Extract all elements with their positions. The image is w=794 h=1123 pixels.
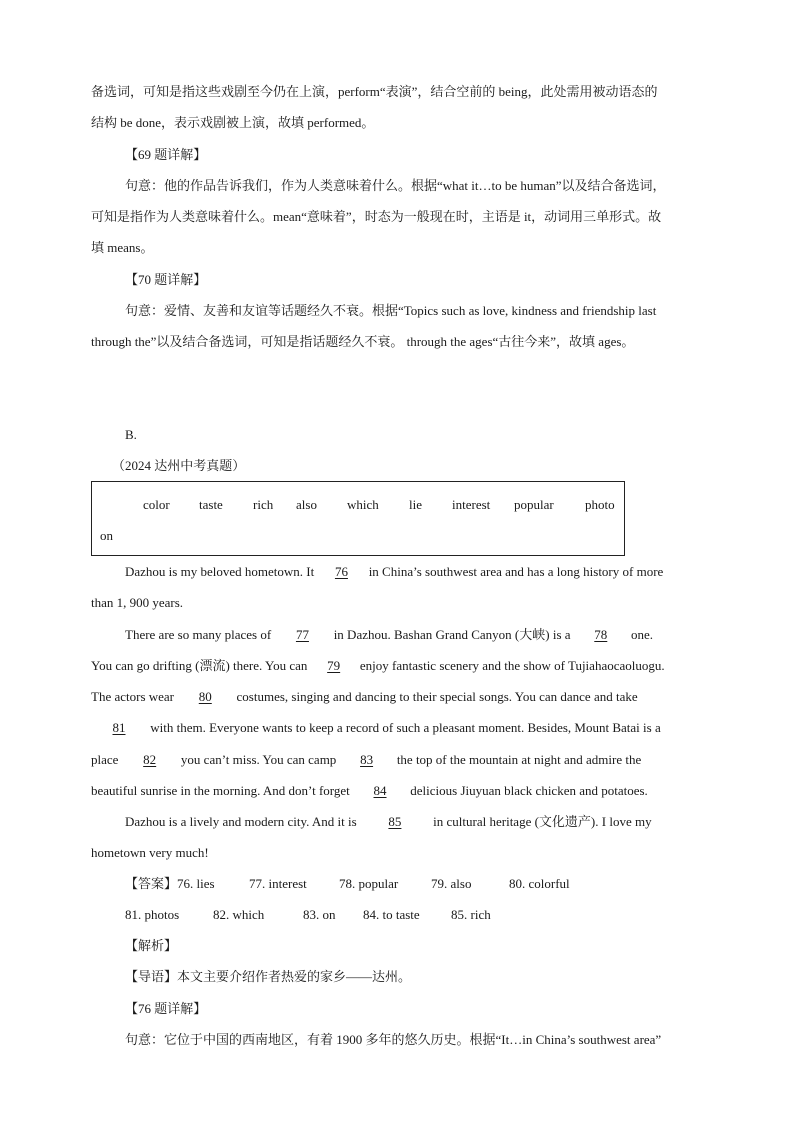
word-bank-item: rich xyxy=(253,497,274,512)
passage-line: Dazhou is my beloved hometown. It 76 in China’s southwest area and has a long history of more xyxy=(125,564,664,579)
blank-78: 78 xyxy=(594,627,608,642)
answer-item: 76. lies xyxy=(177,876,215,891)
word-bank-box xyxy=(91,481,625,556)
question-heading-70: 【70 题详解】 xyxy=(125,272,207,287)
word-bank-item: which xyxy=(347,497,379,512)
word-bank-item: color xyxy=(143,497,170,512)
analysis-label: 【解析】 xyxy=(125,938,178,953)
passage-line: hometown very much! xyxy=(91,845,209,860)
answer-row xyxy=(125,875,737,893)
word-bank-item: photo xyxy=(585,497,615,512)
word-bank-item: also xyxy=(296,497,317,512)
passage-line: than 1, 900 years. xyxy=(91,595,184,610)
word-bank-item: on xyxy=(100,528,113,543)
paragraph-line: 填 means。 xyxy=(91,240,154,255)
guide-text: 【导语】本文主要介绍作者热爱的家乡——达州。 xyxy=(125,969,412,984)
paragraph-line: through the”以及结合备选词，可知是指话题经久不衰。 through the ages“古往今来”，故填 ages。 xyxy=(91,334,635,349)
blank-82: 82 xyxy=(143,752,157,767)
blank-80: 80 xyxy=(198,689,212,704)
paragraph-line: 结构 be done，表示戏剧被上演，故填 performed。 xyxy=(91,115,375,130)
blank-83: 83 xyxy=(360,752,374,767)
answer-item: 85. rich xyxy=(451,907,491,922)
answer-item: 82. which xyxy=(213,907,265,922)
word-bank-item: taste xyxy=(199,497,223,512)
word-bank-item: lie xyxy=(409,497,422,512)
paragraph-line: 备选词，可知是指这些戏剧至今仍在上演，perform“表演”，结合空前的 being，此处需用被动语态的 xyxy=(91,84,658,99)
answer-item: 81. photos xyxy=(125,907,180,922)
word-bank-item: interest xyxy=(452,497,491,512)
blank-85: 85 xyxy=(388,814,402,829)
question-heading-76: 【76 题详解】 xyxy=(125,1001,207,1016)
source-note: （2024 达州中考真题） xyxy=(112,458,246,473)
blank-76: 76 xyxy=(334,564,348,579)
passage-line: The actors wear 80 costumes, singing and dancing to their special songs. You can dance and take xyxy=(91,689,638,704)
answer-item: 77. interest xyxy=(249,876,307,891)
paragraph-line: 句意：他的作品告诉我们，作为人类意味着什么。根据“what it…to be human”以及结合备选词， xyxy=(125,178,666,193)
blank-79: 79 xyxy=(327,658,341,673)
passage-line: place 82 you can’t miss. You can camp 83 the top of the mountain at night and admire the xyxy=(91,752,642,767)
paragraph-line: 句意：它位于中国的西南地区，有着 1900 多年的悠久历史。根据“It…in China’s southwest area” xyxy=(125,1032,662,1047)
section-label: B. xyxy=(125,427,137,442)
question-heading-69: 【69 题详解】 xyxy=(125,147,207,162)
passage-line: 81 with them. Everyone wants to keep a record of such a pleasant moment. Besides, Mount Batai is a xyxy=(91,719,703,737)
answer-row xyxy=(125,906,737,924)
answer-item: 78. popular xyxy=(339,876,399,891)
blank-81: 81 xyxy=(112,720,126,735)
blank-77: 77 xyxy=(295,627,309,642)
passage-line: You can go drifting (漂流) there. You can 79 enjoy fantastic scenery and the show of Tujiahaocaoluogu. xyxy=(91,658,665,673)
passage-line: There are so many places of 77 in Dazhou. Bashan Grand Canyon (大峡) is a 78 one. xyxy=(125,627,654,642)
answer-item: 84. to taste xyxy=(363,907,420,922)
passage-line: Dazhou is a lively and modern city. And it is 85 in cultural heritage (文化遗产). I love my xyxy=(125,814,652,829)
answer-label: 【答案】 xyxy=(125,876,178,891)
paragraph-line: 句意：爱情、友善和友谊等话题经久不衰。根据“Topics such as love, kindness and friendship last xyxy=(125,303,657,318)
passage-line: beautiful sunrise in the morning. And don’t forget 84 delicious Jiuyuan black chicken and potatoes. xyxy=(91,783,648,798)
paragraph-line: 可知是指作为人类意味着什么。mean“意味着”，时态为一般现在时，主语是 it，动词用三单形式。故 xyxy=(91,209,662,224)
blank-84: 84 xyxy=(373,783,387,798)
answer-item: 83. on xyxy=(303,907,336,922)
answer-item: 80. colorful xyxy=(509,876,570,891)
word-bank-item: popular xyxy=(514,497,554,512)
answer-item: 79. also xyxy=(431,876,472,891)
